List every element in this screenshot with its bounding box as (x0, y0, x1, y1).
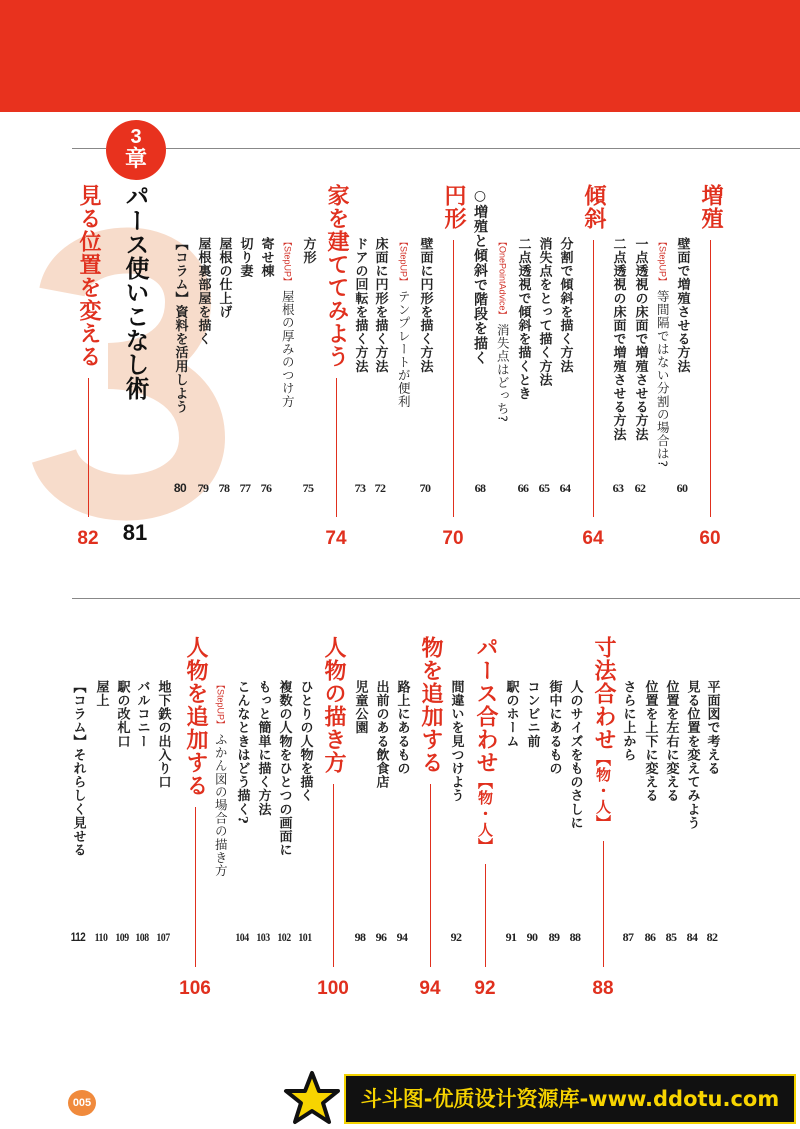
entry-page-number: 77 (239, 481, 251, 495)
entry-label (218, 237, 231, 319)
divider (166, 148, 800, 149)
leader-line (603, 841, 604, 967)
entry-text: コンビニ前 (524, 680, 540, 748)
section-heading-label (77, 184, 99, 368)
label-text: 人物の描き方 (321, 636, 346, 774)
label-suffix: 【物・人】 (476, 774, 494, 854)
leader-line (710, 240, 711, 517)
entry-text: ひとりの人物を描く (297, 680, 313, 803)
section-page-number: 82 (77, 528, 99, 549)
entry-label (214, 680, 227, 877)
label-text: パース合わせ (473, 636, 498, 774)
toc-entry[interactable] (66, 680, 90, 945)
toc-entry[interactable] (638, 680, 662, 945)
entry-page-number: 110 (94, 930, 108, 944)
stepup-tag: 【StepUP】 (215, 680, 226, 730)
section-heading-label (184, 636, 206, 797)
leader-line (195, 807, 196, 967)
entry-text: 児童公園 (352, 680, 368, 735)
leader-line (430, 784, 431, 967)
entry-page-number: 104 (235, 930, 249, 944)
entry-label (260, 237, 273, 278)
section-page-number: 70 (442, 528, 464, 549)
entry-page-number: 108 (135, 930, 149, 944)
entry-label (538, 237, 551, 387)
entry-label (354, 237, 367, 373)
section-page-number: 64 (582, 528, 604, 549)
section-page-number: 74 (325, 528, 347, 549)
section-page-number: 60 (699, 528, 721, 549)
toc-entry[interactable] (230, 680, 254, 945)
entry-page-number: 92 (450, 930, 462, 944)
entry-text: 位置を上下に変える (642, 680, 658, 803)
entry-text: ドアの回転を描く方法 (352, 237, 368, 373)
toc-entry[interactable] (499, 680, 523, 945)
entry-label (257, 680, 270, 816)
entry-text: 一点透視の床面で増殖させる方法 (632, 237, 648, 441)
entry-page-number: 76 (260, 481, 272, 495)
entry-text: 方形 (300, 237, 316, 265)
watermark-banner: 斗斗图-优质设计资源库-www.ddotu.com (344, 1074, 796, 1124)
entry-page-number: 66 (517, 481, 529, 495)
toc-entry[interactable] (191, 237, 215, 496)
section-page-number: 100 (317, 978, 349, 999)
label-text: 円形 (441, 184, 466, 230)
toc-entry[interactable] (650, 237, 674, 496)
entry-label (116, 680, 129, 748)
entry-page-number: 65 (538, 481, 550, 495)
entry-label (197, 237, 210, 346)
entry-text: 消失点はどっち? (495, 323, 511, 423)
entry-label (281, 237, 294, 408)
label-text: 家を建ててみよう (324, 184, 349, 368)
section-heading-label (592, 636, 614, 831)
chapter-number: 3 (130, 126, 142, 148)
label-text: 傾斜 (581, 184, 606, 230)
section-heading[interactable] (179, 636, 211, 999)
section-heading[interactable] (317, 636, 349, 999)
section-heading[interactable] (473, 636, 497, 998)
entry-label (656, 237, 669, 468)
entry-label (302, 237, 315, 264)
toc-entry[interactable] (89, 680, 113, 945)
entry-text: 屋根の仕上げ (216, 237, 232, 319)
entry-label (559, 237, 572, 373)
toc-entry[interactable] (542, 680, 566, 945)
toc-entry[interactable] (563, 680, 587, 945)
toc-entry[interactable] (490, 237, 514, 496)
entry-page-number: 70 (419, 481, 431, 495)
leader-line (88, 378, 89, 517)
entry-page-number: 80 (173, 481, 187, 495)
entry-label (397, 237, 410, 408)
toc-entry[interactable] (293, 680, 317, 945)
entry-label (299, 680, 312, 802)
toc-entry[interactable] (628, 237, 652, 496)
toc-entry[interactable] (212, 237, 236, 496)
toc-entry[interactable] (151, 680, 175, 945)
section-heading-label (582, 184, 604, 230)
entry-page-number: 96 (375, 930, 387, 944)
toc-entry[interactable] (348, 680, 372, 945)
entry-page-number: 73 (354, 481, 366, 495)
toc-entry[interactable] (110, 680, 134, 945)
entry-page-number: 79 (197, 481, 209, 495)
label-text: パース使いこなし術 (121, 184, 149, 400)
toc-entry[interactable] (444, 680, 468, 945)
entry-page-number: 91 (505, 930, 517, 944)
toc-entry[interactable] (659, 680, 683, 945)
toc-entry[interactable] (254, 237, 278, 496)
entry-page-number: 89 (548, 930, 560, 944)
entry-text: こんなときはどう描く? (234, 680, 250, 825)
stepup-tag: 【StepUP】 (398, 237, 409, 287)
toc-entry[interactable] (168, 237, 192, 496)
toc-entry[interactable] (468, 188, 492, 495)
entry-label (375, 680, 388, 789)
toc-entry[interactable] (272, 680, 296, 945)
toc-entry[interactable] (208, 680, 232, 945)
entry-label (526, 680, 539, 748)
entry-page-number: 63 (612, 481, 624, 495)
toc-entry[interactable] (391, 237, 415, 496)
entry-page-number: 107 (156, 930, 170, 944)
entry-page-number: 103 (256, 930, 270, 944)
entry-page-number: 112 (70, 930, 86, 944)
entry-label (136, 680, 149, 748)
entry-label (374, 237, 387, 373)
section-page-number: 92 (474, 978, 496, 999)
stepup-tag: 【OnePointAdvice】 (497, 237, 508, 320)
entry-label (496, 237, 509, 422)
entry-text: バルコニー (134, 680, 150, 748)
toc-entry[interactable] (511, 237, 535, 496)
entry-label (396, 680, 409, 775)
leader-line (593, 240, 594, 517)
section-heading-label (442, 184, 464, 230)
section-heading-label (699, 184, 721, 230)
entry-label (686, 680, 699, 830)
entry-page-number: 68 (474, 481, 486, 495)
entry-label (676, 237, 689, 373)
entry-label (517, 237, 530, 400)
star-icon (283, 1070, 341, 1126)
entry-text: 二点透視で傾斜を描くとき (515, 237, 531, 401)
toc-entry[interactable] (251, 680, 275, 945)
entry-label (634, 237, 647, 441)
entry-label (665, 680, 678, 802)
entry-page-number: 101 (298, 930, 312, 944)
entry-label (450, 680, 463, 802)
label-text: 増殖 (698, 184, 723, 230)
chapter-title-label (123, 184, 147, 400)
entry-text: 人のサイズをものさしに (567, 680, 583, 830)
entry-label (612, 237, 625, 441)
section-heading-label (474, 636, 496, 854)
label-text: 物を追加する (418, 636, 443, 774)
entry-label (706, 680, 719, 775)
page-number: 005 (68, 1090, 96, 1116)
section-heading[interactable] (418, 636, 442, 998)
entry-label (72, 680, 85, 857)
entry-text: 駅の改札口 (114, 680, 130, 748)
section-heading[interactable] (441, 184, 465, 548)
section-heading-label (322, 636, 344, 774)
label-text: 人物を追加する (183, 636, 208, 797)
toc-entry[interactable] (413, 237, 437, 496)
entry-page-number: 94 (396, 930, 408, 944)
label-text: 見る位置を変える (76, 184, 101, 368)
entry-text: 平面図で考える (704, 680, 720, 776)
toc-entry[interactable] (606, 237, 630, 496)
leader-line (453, 240, 454, 517)
entry-page-number: 98 (354, 930, 366, 944)
entry-text: 見る位置を変えてみよう (684, 680, 700, 830)
entry-page-number: 109 (115, 930, 129, 944)
toc-entry[interactable] (348, 237, 372, 496)
entry-text: 【コラム】資料を活用しよう (172, 237, 188, 414)
entry-text: 地下鉄の出入り口 (155, 680, 171, 789)
entry-page-number: 84 (686, 930, 698, 944)
entry-text: 消失点をとって描く方法 (536, 237, 552, 387)
toc-entry[interactable] (553, 237, 577, 496)
section-page-number: 88 (592, 978, 614, 999)
toc-entry[interactable] (233, 237, 257, 496)
entry-text: ふかん図の場合の描き方 (213, 733, 229, 878)
entry-page-number: 60 (676, 481, 688, 495)
entry-page-number: 64 (559, 481, 571, 495)
entry-text: 壁面に円形を描く方法 (417, 237, 433, 373)
toc-entry[interactable] (532, 237, 556, 496)
entry-text: 床面に円形を描く方法 (372, 237, 388, 373)
entry-page-number: 87 (622, 930, 634, 944)
entry-text: 間違いを見つけよう (448, 680, 464, 803)
entry-page-number: 86 (644, 930, 656, 944)
section-page-number: 106 (179, 978, 211, 999)
entry-page-number: 85 (665, 930, 677, 944)
entry-label (354, 680, 367, 734)
entry-text: さらに上から (620, 680, 636, 762)
entry-text: 屋根の厚みのつけ方 (280, 290, 296, 408)
entry-label (473, 188, 487, 365)
entry-text: 路上にあるもの (394, 680, 410, 776)
section-heading[interactable] (698, 184, 722, 548)
section-heading-label (419, 636, 441, 774)
label-text: 寸法合わせ (591, 636, 616, 751)
stepup-tag: 【StepUP】 (657, 237, 668, 287)
divider (72, 598, 800, 599)
entry-page-number: 75 (302, 481, 314, 495)
entry-text: 分割で傾斜を描く方法 (557, 237, 573, 373)
chapter-badge (106, 120, 166, 180)
entry-text: 【コラム】それらしく見せる (70, 680, 86, 857)
entry-text: 等間隔ではない分割の場合は? (655, 290, 671, 468)
entry-text: 出前のある飲食店 (373, 680, 389, 789)
section-heading[interactable] (324, 184, 348, 548)
entry-text: もっと簡単に描く方法 (255, 680, 271, 816)
entry-label (278, 680, 291, 857)
entry-label (569, 680, 582, 830)
toc-entry[interactable] (296, 237, 320, 496)
entry-label (505, 680, 518, 748)
toc-entry[interactable] (390, 680, 414, 945)
entry-page-number: 62 (634, 481, 646, 495)
entry-page-number: 90 (526, 930, 538, 944)
toc-entry[interactable] (680, 680, 704, 945)
entry-text: 寄せ棟 (258, 237, 274, 278)
section-heading[interactable] (76, 184, 100, 548)
entry-page-number: 82 (706, 930, 718, 944)
entry-page-number: 78 (218, 481, 230, 495)
entry-label (95, 680, 108, 707)
entry-text: 駅のホーム (503, 680, 519, 748)
entry-label (419, 237, 432, 373)
entry-label (239, 237, 252, 278)
toc-entry[interactable] (369, 680, 393, 945)
entry-label (622, 680, 635, 762)
entry-text: 切り妻 (237, 237, 253, 278)
toc-entry[interactable] (616, 680, 640, 945)
entry-label (157, 680, 170, 789)
entry-text: テンプレートが便利 (396, 290, 412, 408)
entry-page-number: 72 (374, 481, 386, 495)
entry-label (548, 680, 561, 775)
section-page-number: 81 (122, 520, 148, 545)
entry-text: ○増殖と傾斜で階段を描く (472, 188, 488, 366)
entry-page-number: 102 (277, 930, 291, 944)
entry-text: 屋上 (93, 680, 109, 708)
section-heading-label (325, 184, 347, 368)
section-page-number: 94 (419, 978, 441, 999)
section-heading[interactable] (591, 636, 615, 998)
leader-line (336, 378, 337, 517)
entry-text: 位置を左右に変える (663, 680, 679, 803)
toc-entry[interactable] (520, 680, 544, 945)
entry-text: 壁面で増殖させる方法 (674, 237, 690, 373)
entry-text: 二点透視の床面で増殖させる方法 (610, 237, 626, 441)
entry-text: 屋根裏部屋を描く (195, 237, 211, 346)
leader-line (485, 864, 486, 967)
label-suffix: 【物・人】 (594, 751, 612, 831)
section-heading[interactable] (581, 184, 605, 548)
leader-line (333, 784, 334, 967)
chapter-title (123, 184, 147, 548)
entry-label (236, 680, 249, 824)
toc-entry[interactable] (275, 237, 299, 496)
entry-label (644, 680, 657, 802)
entry-label (174, 237, 187, 414)
stepup-tag: 【StepUP】 (282, 237, 293, 287)
chapter-label: 章 (124, 146, 147, 171)
entry-page-number: 88 (569, 930, 581, 944)
entry-text: 複数の人物をひとつの画面に (276, 680, 292, 857)
entry-text: 街中にあるもの (546, 680, 562, 776)
